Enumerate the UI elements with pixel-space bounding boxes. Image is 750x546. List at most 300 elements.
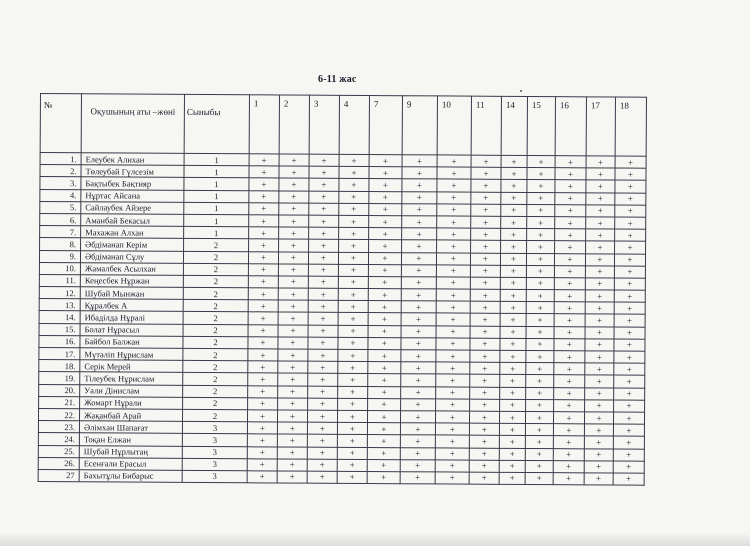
answer-mark: +	[402, 179, 437, 191]
student-class: 2	[183, 397, 248, 410]
answer-mark: +	[527, 168, 555, 180]
answer-mark: +	[402, 191, 437, 203]
student-name: Әбдіманап Сұлу	[80, 250, 183, 263]
answer-mark: +	[554, 326, 585, 338]
answer-mark: +	[499, 436, 525, 448]
answer-mark: +	[584, 412, 613, 424]
answer-mark: +	[613, 436, 644, 448]
answer-mark: +	[585, 278, 614, 290]
answer-mark: +	[525, 460, 553, 472]
answer-mark: +	[526, 253, 554, 265]
answer-mark: +	[615, 168, 646, 180]
answer-mark: +	[337, 459, 367, 471]
answer-mark: +	[436, 399, 470, 411]
answer-mark: +	[436, 326, 470, 338]
answer-mark: +	[526, 399, 554, 411]
answer-mark: +	[367, 447, 400, 459]
answer-mark: +	[526, 338, 554, 350]
answer-mark: +	[526, 375, 554, 387]
answer-mark: +	[553, 473, 584, 485]
answer-mark: +	[585, 253, 614, 265]
answer-mark: +	[367, 410, 400, 422]
answer-mark: +	[436, 289, 470, 301]
answer-mark: +	[526, 290, 554, 302]
answer-mark: +	[470, 338, 500, 350]
answer-mark: +	[368, 276, 401, 288]
answer-mark: +	[500, 277, 526, 289]
answer-mark: +	[615, 217, 646, 229]
student-class: 3	[182, 434, 247, 447]
answer-mark: +	[526, 277, 554, 289]
answer-mark: +	[337, 447, 367, 459]
answer-mark: +	[553, 436, 584, 448]
answer-mark: +	[437, 191, 471, 203]
header-question: 9	[402, 96, 437, 155]
answer-mark: +	[584, 436, 613, 448]
answer-mark: +	[471, 192, 501, 204]
answer-mark: +	[337, 435, 367, 447]
answer-mark: +	[339, 167, 369, 179]
student-name: Сайлаубек Айзере	[81, 202, 184, 215]
answer-mark: +	[249, 190, 279, 202]
answer-mark: +	[555, 192, 586, 204]
answer-mark: +	[614, 278, 645, 290]
answer-mark: +	[554, 314, 585, 326]
answer-mark: +	[525, 424, 553, 436]
row-number: 21.	[39, 396, 80, 408]
answer-mark: +	[247, 446, 277, 458]
answer-mark: +	[248, 324, 278, 336]
answer-mark: +	[401, 386, 436, 398]
answer-mark: +	[554, 278, 585, 290]
answer-mark: +	[278, 349, 308, 361]
answer-mark: +	[309, 239, 339, 251]
answer-mark: +	[369, 240, 402, 252]
answer-mark: +	[278, 276, 308, 288]
answer-mark: +	[471, 240, 501, 252]
answer-mark: +	[469, 423, 499, 435]
answer-mark: +	[500, 265, 526, 277]
answer-mark: +	[402, 240, 437, 252]
answer-mark: +	[369, 191, 402, 203]
answer-mark: +	[337, 471, 367, 483]
row-number: 20.	[39, 384, 80, 396]
answer-mark: +	[525, 436, 553, 448]
student-class: 1	[184, 153, 249, 166]
answer-mark: +	[585, 290, 614, 302]
answer-mark: +	[338, 337, 368, 349]
row-number: 4.	[40, 189, 81, 201]
row-number: 27	[38, 469, 79, 481]
answer-mark: +	[614, 375, 645, 387]
answer-mark: +	[248, 251, 278, 263]
student-class: 1	[184, 166, 249, 179]
answer-mark: +	[338, 362, 368, 374]
answer-mark: +	[279, 203, 309, 215]
answer-mark: +	[401, 325, 436, 337]
answer-mark: +	[471, 228, 501, 240]
answer-mark: +	[367, 423, 400, 435]
answer-mark: +	[307, 447, 337, 459]
answer-mark: +	[401, 374, 436, 386]
answer-mark: +	[368, 350, 401, 362]
answer-mark: +	[436, 350, 470, 362]
header-question: 2	[279, 95, 309, 154]
answer-mark: +	[248, 276, 278, 288]
answer-mark: +	[555, 156, 586, 168]
answer-mark: +	[470, 289, 500, 301]
answer-mark: +	[278, 373, 308, 385]
answer-mark: +	[585, 375, 614, 387]
answer-mark: +	[308, 386, 338, 398]
answer-mark: +	[553, 412, 584, 424]
answer-mark: +	[279, 191, 309, 203]
answer-mark: +	[470, 253, 500, 265]
answer-mark: +	[308, 325, 338, 337]
answer-mark: +	[339, 227, 369, 239]
answer-mark: +	[338, 288, 368, 300]
answer-mark: +	[500, 375, 526, 387]
answer-mark: +	[401, 350, 436, 362]
answer-mark: +	[435, 472, 469, 484]
answer-mark: +	[401, 362, 436, 374]
answer-mark: +	[338, 325, 368, 337]
answer-mark: +	[585, 351, 614, 363]
answer-mark: +	[501, 204, 527, 216]
answer-mark: +	[247, 458, 277, 470]
answer-mark: +	[278, 398, 308, 410]
student-name: Мүтәліп Нұрислам	[80, 348, 183, 361]
student-class: 2	[183, 251, 248, 264]
answer-mark: +	[527, 216, 555, 228]
answer-mark: +	[500, 338, 526, 350]
row-number: 16.	[39, 335, 80, 347]
answer-mark: +	[527, 229, 555, 241]
student-name: Шубай Нұрлытаң	[79, 445, 182, 458]
student-name: Аманбай Бекасыл	[81, 214, 184, 227]
answer-mark: +	[368, 301, 401, 313]
answer-mark: +	[368, 374, 401, 386]
header-class: Сыныбы	[184, 94, 249, 153]
answer-mark: +	[586, 205, 615, 217]
answer-mark: +	[401, 338, 436, 350]
answer-mark: +	[309, 179, 339, 191]
answer-mark: +	[307, 471, 337, 483]
answer-mark: +	[470, 314, 500, 326]
answer-mark: +	[555, 180, 586, 192]
answer-mark: +	[368, 362, 401, 374]
answer-mark: +	[555, 168, 586, 180]
answer-mark: +	[500, 314, 526, 326]
answer-mark: +	[499, 423, 525, 435]
answer-mark: +	[277, 422, 307, 434]
answer-mark: +	[500, 302, 526, 314]
header-question: 16	[555, 97, 586, 156]
answer-mark: +	[469, 448, 499, 460]
answer-mark: +	[400, 459, 435, 471]
answer-mark: +	[500, 326, 526, 338]
answer-mark: +	[585, 266, 614, 278]
answer-mark: +	[553, 460, 584, 472]
answer-mark: +	[400, 423, 435, 435]
answer-mark: +	[470, 399, 500, 411]
answer-mark: +	[501, 216, 527, 228]
student-class: 1	[184, 178, 249, 191]
student-name: Әлімхан Шапағат	[79, 421, 182, 434]
answer-mark: +	[614, 339, 645, 351]
table-row	[38, 469, 644, 485]
answer-mark: +	[249, 239, 279, 251]
answer-mark: +	[435, 435, 469, 447]
row-number: 12.	[39, 287, 80, 299]
answer-mark: +	[436, 386, 470, 398]
answer-mark: +	[247, 471, 277, 483]
answer-mark: +	[278, 386, 308, 398]
scan-speck	[520, 90, 522, 92]
answer-mark: +	[309, 203, 339, 215]
answer-mark: +	[554, 375, 585, 387]
student-class: 2	[183, 348, 248, 361]
answer-mark: +	[278, 337, 308, 349]
answer-mark: +	[337, 410, 367, 422]
answer-mark: +	[308, 313, 338, 325]
answer-mark: +	[585, 326, 614, 338]
answer-mark: +	[470, 387, 500, 399]
answer-mark: +	[369, 179, 402, 191]
answer-mark: +	[338, 301, 368, 313]
answer-mark: +	[368, 313, 401, 325]
answer-mark: +	[436, 362, 470, 374]
answer-mark: +	[614, 290, 645, 302]
row-number: 3.	[40, 177, 81, 189]
answer-mark: +	[249, 203, 279, 215]
answer-mark: +	[614, 388, 645, 400]
student-class: 3	[182, 422, 247, 435]
answer-mark: +	[277, 410, 307, 422]
answer-mark: +	[339, 179, 369, 191]
answer-mark: +	[614, 266, 645, 278]
answer-mark: +	[615, 205, 646, 217]
answer-mark: +	[402, 228, 437, 240]
answer-mark: +	[435, 411, 469, 423]
answer-mark: +	[339, 191, 369, 203]
student-name: Әбдіманап Керім	[81, 238, 184, 251]
header-question: 11	[471, 96, 501, 155]
header-question: 14	[501, 96, 527, 155]
answer-mark: +	[555, 229, 586, 241]
answer-mark: +	[369, 215, 402, 227]
answer-mark: +	[527, 192, 555, 204]
answer-mark: +	[248, 263, 278, 275]
answer-mark: +	[614, 327, 645, 339]
answer-mark: +	[367, 471, 400, 483]
student-name: Кеңесбек Нұржан	[80, 275, 183, 288]
answer-mark: +	[614, 254, 645, 266]
row-number: 19.	[39, 372, 80, 384]
answer-mark: +	[499, 448, 525, 460]
answer-mark: +	[307, 422, 337, 434]
answer-mark: +	[277, 446, 307, 458]
answer-mark: +	[278, 264, 308, 276]
answer-mark: +	[401, 313, 436, 325]
student-name: Жақанбай Арай	[79, 409, 182, 422]
answer-mark: +	[436, 301, 470, 313]
answer-mark: +	[615, 193, 646, 205]
answer-mark: +	[278, 325, 308, 337]
answer-mark: +	[337, 422, 367, 434]
student-class: 3	[182, 470, 247, 483]
answer-mark: +	[613, 412, 644, 424]
answer-mark: +	[368, 289, 401, 301]
row-number: 8.	[40, 238, 81, 250]
answer-mark: +	[586, 156, 615, 168]
answer-mark: +	[248, 288, 278, 300]
answer-mark: +	[615, 229, 646, 241]
answer-mark: +	[401, 398, 436, 410]
answer-mark: +	[248, 312, 278, 324]
answer-mark: +	[402, 167, 437, 179]
answer-mark: +	[279, 166, 309, 178]
answer-mark: +	[586, 229, 615, 241]
student-name: Ибаділда Нұрәлі	[80, 311, 183, 324]
answer-mark: +	[401, 289, 436, 301]
answer-mark: +	[369, 155, 402, 167]
answer-mark: +	[338, 398, 368, 410]
row-number: 24.	[38, 433, 79, 445]
answer-mark: +	[584, 461, 613, 473]
answer-mark: +	[279, 227, 309, 239]
answer-mark: +	[308, 300, 338, 312]
answer-mark: +	[436, 277, 470, 289]
answer-mark: +	[554, 265, 585, 277]
answer-mark: +	[279, 215, 309, 227]
answer-mark: +	[401, 252, 436, 264]
answer-mark: +	[309, 154, 339, 166]
answer-mark: +	[338, 386, 368, 398]
answer-mark: +	[500, 363, 526, 375]
answer-mark: +	[309, 227, 339, 239]
answer-mark: +	[338, 276, 368, 288]
answer-mark: +	[525, 448, 553, 460]
answer-mark: +	[308, 349, 338, 361]
answer-mark: +	[248, 349, 278, 361]
row-number: 26.	[38, 457, 79, 469]
answer-mark: +	[308, 374, 338, 386]
student-class: 2	[183, 275, 248, 288]
answer-mark: +	[435, 460, 469, 472]
answer-mark: +	[400, 435, 435, 447]
table-body	[38, 153, 646, 486]
student-class: 2	[183, 287, 248, 300]
answer-mark: +	[308, 276, 338, 288]
answer-mark: +	[437, 155, 471, 167]
answer-mark: +	[368, 325, 401, 337]
answer-mark: +	[402, 203, 437, 215]
row-number: 14.	[39, 311, 80, 323]
answer-mark: +	[585, 363, 614, 375]
answer-mark: +	[584, 473, 613, 485]
answer-mark: +	[554, 253, 585, 265]
answer-mark: +	[586, 180, 615, 192]
student-class: 2	[183, 336, 248, 349]
student-class: 3	[182, 458, 247, 471]
answer-mark: +	[615, 241, 646, 253]
answer-mark: +	[471, 180, 501, 192]
answer-mark: +	[436, 252, 470, 264]
answer-mark: +	[470, 350, 500, 362]
answer-mark: +	[307, 410, 337, 422]
answer-mark: +	[248, 361, 278, 373]
page-title: 6-11 жас	[318, 74, 357, 85]
answer-mark: +	[469, 435, 499, 447]
student-name: Тоқан Елжан	[79, 433, 182, 446]
answer-mark: +	[585, 339, 614, 351]
student-class: 2	[183, 385, 248, 398]
student-class: 2	[183, 263, 248, 276]
answer-mark: +	[437, 216, 471, 228]
answer-mark: +	[247, 434, 277, 446]
answer-mark: +	[554, 302, 585, 314]
answer-mark: +	[338, 374, 368, 386]
answer-mark: +	[586, 241, 615, 253]
answer-mark: +	[499, 411, 525, 423]
answer-mark: +	[278, 300, 308, 312]
answer-mark: +	[469, 472, 499, 484]
answer-mark: +	[584, 424, 613, 436]
answer-mark: +	[369, 167, 402, 179]
answer-mark: +	[613, 473, 644, 485]
answer-mark: +	[553, 424, 584, 436]
header-question: 17	[586, 97, 615, 156]
answer-mark: +	[526, 326, 554, 338]
answer-mark: +	[527, 204, 555, 216]
answer-mark: +	[368, 337, 401, 349]
answer-mark: +	[248, 398, 278, 410]
row-number: 22.	[38, 408, 79, 420]
student-name: Бахытұлы Бибарыс	[79, 470, 182, 483]
answer-mark: +	[400, 472, 435, 484]
answer-mark: +	[613, 424, 644, 436]
answer-mark: +	[249, 178, 279, 190]
answer-mark: +	[525, 472, 553, 484]
header-number: №	[40, 94, 81, 153]
answer-mark: +	[614, 302, 645, 314]
answer-mark: +	[248, 337, 278, 349]
answer-mark: +	[247, 422, 277, 434]
answer-mark: +	[501, 192, 527, 204]
answer-mark: +	[615, 180, 646, 192]
row-number: 9.	[39, 250, 80, 262]
student-class: 2	[183, 373, 248, 386]
answer-mark: +	[338, 252, 368, 264]
answer-mark: +	[525, 411, 553, 423]
answer-mark: +	[368, 264, 401, 276]
answer-mark: +	[307, 459, 337, 471]
answer-mark: +	[279, 154, 309, 166]
student-name: Болат Нұрасыл	[80, 323, 183, 336]
answer-mark: +	[614, 351, 645, 363]
answer-mark: +	[435, 447, 469, 459]
answer-mark: +	[369, 203, 402, 215]
answer-mark: +	[613, 449, 644, 461]
header-question: 18	[615, 97, 646, 156]
answer-mark: +	[585, 387, 614, 399]
answer-mark: +	[437, 204, 471, 216]
answer-mark: +	[527, 241, 555, 253]
row-number: 13.	[39, 299, 80, 311]
answer-mark: +	[368, 398, 401, 410]
answer-mark: +	[339, 215, 369, 227]
